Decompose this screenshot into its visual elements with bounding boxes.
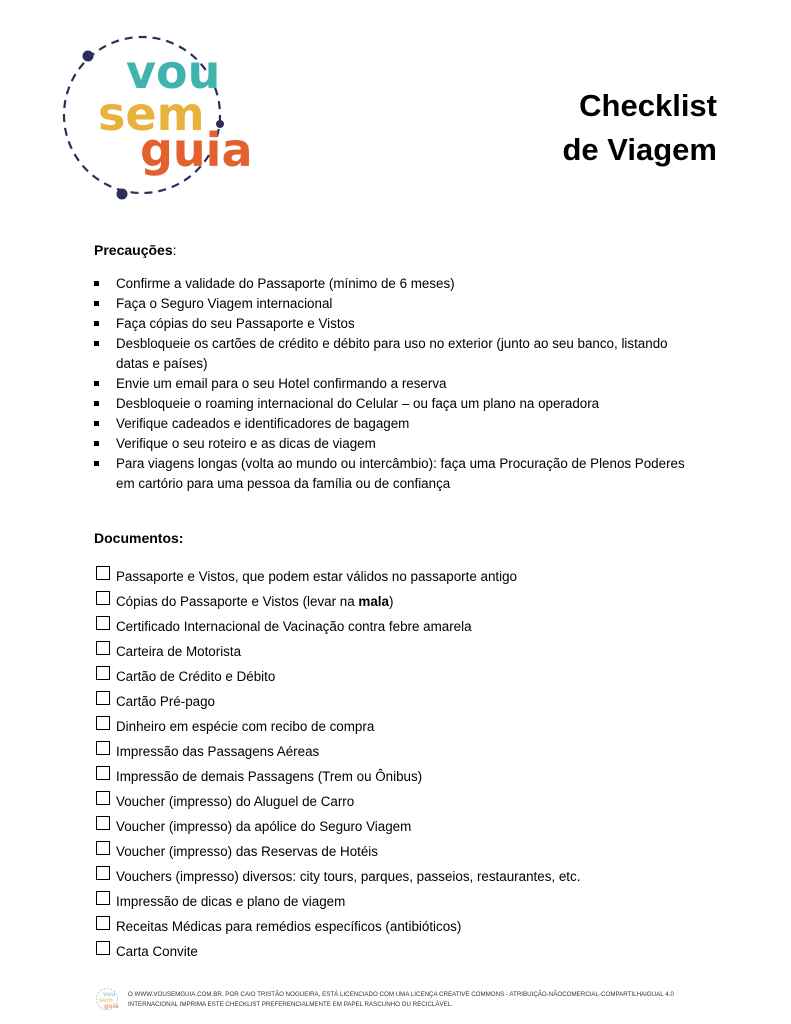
license-footer bbox=[128, 990, 738, 1010]
bullet-square-icon bbox=[94, 401, 99, 406]
checkbox-icon[interactable] bbox=[96, 616, 110, 630]
document-text-main: Carteira de Motorista bbox=[116, 644, 242, 659]
document-check-item bbox=[94, 664, 734, 689]
logo-word-guia: guia bbox=[140, 123, 253, 177]
precaution-item bbox=[94, 274, 704, 294]
precaution-text: Desbloqueie os cartões de crédito e débito para uso no exterior (junto ao seu banco, listando datas e países) bbox=[116, 336, 668, 371]
document-text-after: ) bbox=[388, 594, 394, 609]
logo-word-sem: sem bbox=[98, 87, 205, 141]
precaution-text: Para viagens longas (volta ao mundo ou intercâmbio): faça uma Procuração de Plenos Poderes em cartório para uma pessoa da família ou de confiança bbox=[116, 456, 685, 491]
document-text-main: Voucher (impresso) das Reservas de Hotéis bbox=[116, 844, 378, 859]
document-text-main: Voucher (impresso) do Aluguel de Carro bbox=[116, 794, 355, 809]
footer-logo-sem: sem bbox=[99, 997, 113, 1004]
precaution-text: Confirme a validade do Passaporte (mínimo de 6 meses) bbox=[116, 276, 455, 291]
document-text-main: Impressão das Passagens Aéreas bbox=[116, 744, 320, 759]
document-text bbox=[116, 864, 580, 889]
document-check-item bbox=[94, 764, 734, 789]
vousemguia-logo bbox=[56, 30, 276, 200]
bullet-square-icon bbox=[94, 281, 99, 286]
document-check-item bbox=[94, 914, 734, 939]
document-text-main: Cartão de Crédito e Débito bbox=[116, 669, 276, 684]
precaution-item bbox=[94, 394, 704, 414]
document-text bbox=[116, 689, 215, 714]
footer-logo bbox=[94, 987, 122, 1011]
document-text bbox=[116, 664, 275, 689]
checkbox-icon[interactable] bbox=[96, 841, 110, 855]
document-text-main: Carta Convite bbox=[116, 944, 198, 959]
checkbox-icon[interactable] bbox=[96, 866, 110, 880]
document-text bbox=[116, 714, 374, 739]
document-text-main: Receitas Médicas para remédios específicos (antibióticos) bbox=[116, 919, 462, 934]
precaution-text: Faça o Seguro Viagem internacional bbox=[116, 296, 333, 311]
footer-line-1: O WWW.VOUSEMGUIA.COM.BR, POR CAIO TRISTÃO NOGUEIRA, ESTÁ LICENCIADO COM UMA LICENÇA CREATIVE COMMONS - ATRIBUIÇÃO-NÃOCOMERCIAL-COMPARTILHAIGUAL 4.0 bbox=[128, 991, 674, 998]
document-text-main: Cópias do Passaporte e Vistos (levar na bbox=[116, 594, 359, 609]
precaution-item bbox=[94, 434, 704, 454]
document-text-main: Voucher (impresso) da apólice do Seguro Viagem bbox=[116, 819, 412, 834]
document-text bbox=[116, 914, 461, 939]
footer-logo-guia: guia bbox=[104, 1003, 119, 1010]
document-check-item bbox=[94, 839, 734, 864]
checkbox-icon[interactable] bbox=[96, 941, 110, 955]
document-text-main: Passaporte e Vistos, que podem estar válidos no passaporte antigo bbox=[116, 569, 517, 584]
document-check-item bbox=[94, 564, 734, 589]
document-check-item bbox=[94, 589, 734, 614]
bullet-square-icon bbox=[94, 421, 99, 426]
document-check-item bbox=[94, 939, 734, 964]
document-text bbox=[116, 889, 345, 914]
precaution-item bbox=[94, 334, 704, 374]
title-line-1: Checklist bbox=[579, 88, 717, 123]
document-text bbox=[116, 589, 393, 614]
checkbox-icon[interactable] bbox=[96, 591, 110, 605]
document-text-main: Impressão de demais Passagens (Trem ou Ônibus) bbox=[116, 769, 423, 784]
precaution-item bbox=[94, 294, 704, 314]
document-text-main: Dinheiro em espécie com recibo de compra bbox=[116, 719, 375, 734]
document-check-item bbox=[94, 739, 734, 764]
document-text bbox=[116, 839, 378, 864]
precaution-text: Verifique cadeados e identificadores de bagagem bbox=[116, 416, 410, 431]
checkbox-icon[interactable] bbox=[96, 666, 110, 680]
checkbox-icon[interactable] bbox=[96, 891, 110, 905]
logo-word-vou: vou bbox=[126, 45, 221, 99]
bullet-square-icon bbox=[94, 441, 99, 446]
checkbox-icon[interactable] bbox=[96, 641, 110, 655]
checkbox-icon[interactable] bbox=[96, 566, 110, 580]
precaution-text: Faça cópias do seu Passaporte e Vistos bbox=[116, 316, 355, 331]
document-check-item bbox=[94, 639, 734, 664]
checkbox-icon[interactable] bbox=[96, 816, 110, 830]
document-text bbox=[116, 814, 411, 839]
precaution-item bbox=[94, 314, 704, 334]
precaution-item bbox=[94, 374, 704, 394]
precautions-heading-text: Precauções bbox=[94, 242, 173, 258]
checkbox-icon[interactable] bbox=[96, 791, 110, 805]
document-text-main: Vouchers (impresso) diversos: city tours, parques, passeios, restaurantes, etc. bbox=[116, 869, 581, 884]
bullet-square-icon bbox=[94, 301, 99, 306]
document-text bbox=[116, 764, 422, 789]
document-text bbox=[116, 939, 198, 964]
title-line-2: de Viagem bbox=[562, 132, 717, 167]
checkbox-icon[interactable] bbox=[96, 691, 110, 705]
bullet-square-icon bbox=[94, 461, 99, 466]
document-check-item bbox=[94, 689, 734, 714]
precautions-heading bbox=[94, 242, 177, 258]
checkbox-icon[interactable] bbox=[96, 916, 110, 930]
checkbox-icon[interactable] bbox=[96, 766, 110, 780]
document-text-main: Cartão Pré-pago bbox=[116, 694, 215, 709]
document-check-item bbox=[94, 814, 734, 839]
precautions-heading-colon: : bbox=[172, 242, 177, 258]
document-check-item bbox=[94, 789, 734, 814]
bullet-square-icon bbox=[94, 321, 99, 326]
precaution-item bbox=[94, 454, 704, 494]
document-text-main: Certificado Internacional de Vacinação contra febre amarela bbox=[116, 619, 472, 634]
document-check-item bbox=[94, 864, 734, 889]
bullet-square-icon bbox=[94, 341, 99, 346]
footer-logo-vou: vou bbox=[103, 991, 116, 998]
precaution-item bbox=[94, 414, 704, 434]
logo-graphic bbox=[56, 30, 276, 200]
logo-dot-top bbox=[83, 51, 94, 62]
document-text bbox=[116, 639, 241, 664]
precautions-list bbox=[94, 274, 704, 494]
footer-line-2: INTERNACIONAL IMPRIMA ESTE CHECKLIST PREFERENCIALMENTE EM PAPEL RASCUNHO OU RECICLÁVEL. bbox=[128, 1001, 453, 1008]
document-text-bold: mala bbox=[358, 594, 389, 609]
bullet-square-icon bbox=[94, 381, 99, 386]
logo-dot-bottom bbox=[117, 189, 128, 200]
document-check-item bbox=[94, 614, 734, 639]
page-title bbox=[562, 84, 717, 172]
documents-heading: Documentos: bbox=[94, 530, 184, 546]
document-check-item bbox=[94, 714, 734, 739]
documents-checklist bbox=[94, 564, 734, 964]
document-text-main: Impressão de dicas e plano de viagem bbox=[116, 894, 346, 909]
document-check-item bbox=[94, 889, 734, 914]
precaution-text: Verifique o seu roteiro e as dicas de viagem bbox=[116, 436, 376, 451]
footer-logo-graphic bbox=[94, 987, 122, 1011]
precaution-text: Envie um email para o seu Hotel confirmando a reserva bbox=[116, 376, 447, 391]
document-text bbox=[116, 614, 472, 639]
checkbox-icon[interactable] bbox=[96, 741, 110, 755]
precaution-text: Desbloqueie o roaming internacional do Celular – ou faça um plano na operadora bbox=[116, 396, 600, 411]
document-text bbox=[116, 789, 354, 814]
document-text bbox=[116, 739, 319, 764]
document-text bbox=[116, 564, 517, 589]
checkbox-icon[interactable] bbox=[96, 716, 110, 730]
